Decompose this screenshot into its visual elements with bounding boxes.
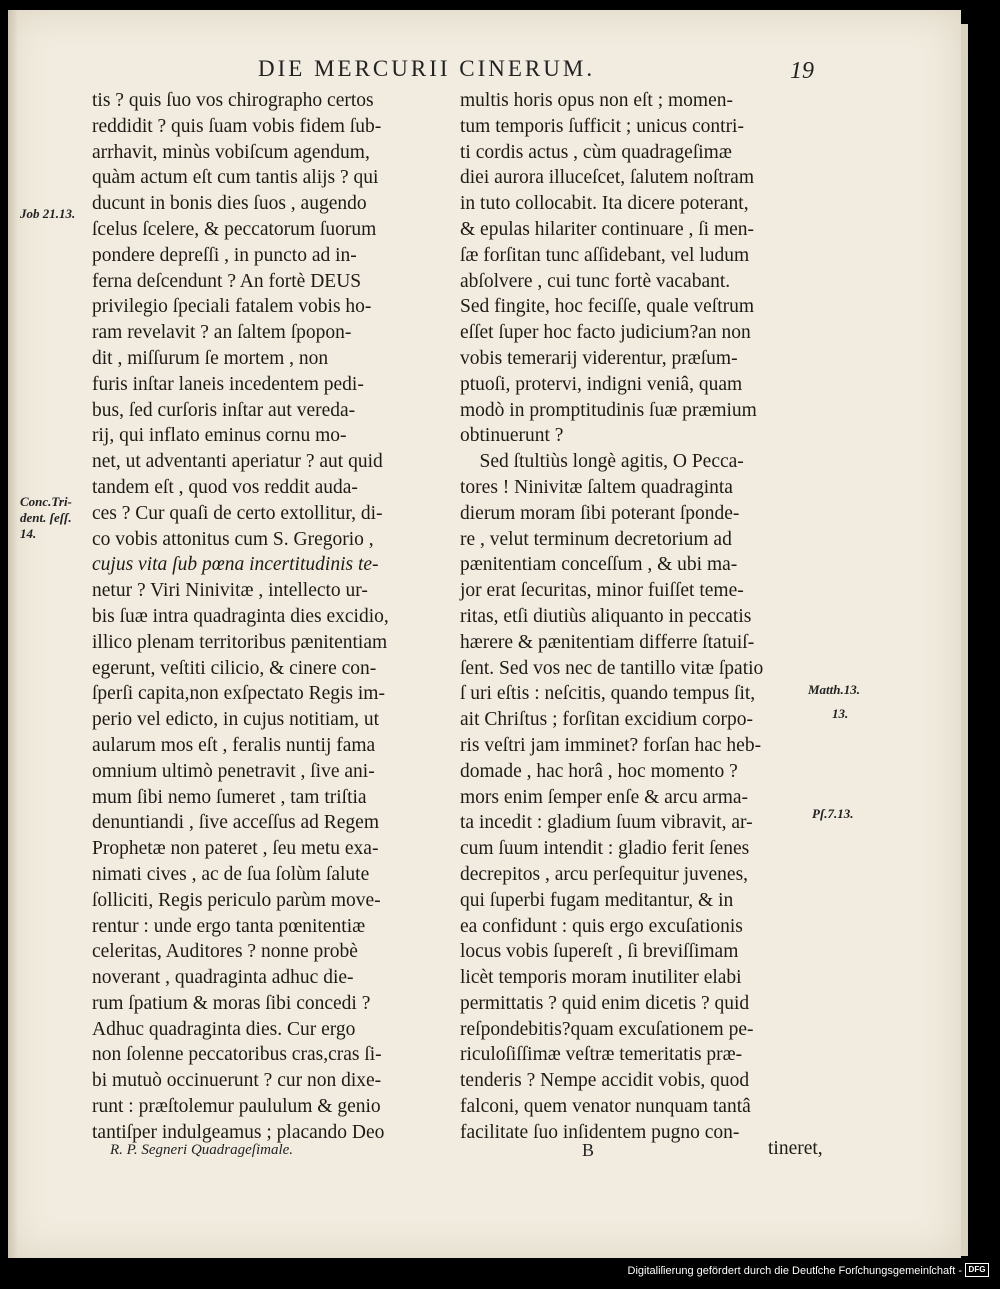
text-line: licèt temporis moram inutiliter elabi <box>460 967 742 989</box>
text-line: illico plenam territoribus pænitentiam <box>92 631 388 653</box>
text-line: ea confidunt : quis ergo excuſationis <box>460 915 743 937</box>
text-line: ram revelavit ? an ſaltem ſpopon- <box>92 322 352 344</box>
text-line: in tuto collocabit. Ita dicere poterant, <box>460 193 749 215</box>
catchword: tineret, <box>768 1138 823 1159</box>
text-line: tores ! Ninivitæ ſaltem quadraginta <box>460 476 733 498</box>
text-line: hærere & pænitentiam differre ſtatuiſ- <box>460 631 755 653</box>
text-line: ta incedit : gladium ſuum vibravit, ar- <box>460 812 753 834</box>
text-line: modò in promptitudinis ſuæ præmium <box>460 399 757 421</box>
text-line: bis ſuæ intra quadraginta dies excidio, <box>92 605 389 627</box>
text-line: privilegio ſpeciali fatalem vobis ho- <box>92 296 372 318</box>
text-line: tenderis ? Nempe accidit vobis, quod <box>460 1070 750 1092</box>
text-line: co vobis attonitus cum S. Gregorio , <box>92 528 374 550</box>
text-line: net, ut adventanti aperiatur ? aut quid <box>92 451 383 473</box>
text-line: ferna deſcendunt ? An fortè DEUS <box>92 270 362 292</box>
text-line: diei aurora illuceſcet, ſalutem noſtram <box>460 167 755 189</box>
text-line: ſ uri eſtis : neſcitis, quando tempus ſit, <box>460 683 756 705</box>
margin-note-psalm: Pſ.7.13. <box>812 806 854 821</box>
text-line: tis ? quis ſuo vos chirographo certos <box>92 90 374 111</box>
text-line: jor erat ſecuritas, minor fuiſſet teme- <box>460 580 744 602</box>
text-line: rentur : unde ergo tanta pœnitentiæ <box>92 915 366 937</box>
text-line: re , velut terminum decretorium ad <box>460 528 732 550</box>
text-line: egerunt, veſtiti cilicio, & cinere con- <box>92 657 377 679</box>
text-line: pænitentiam conceſſum , & ubi ma- <box>460 554 738 576</box>
right-text-column <box>460 88 812 1146</box>
text-line: ſcelus ſcelere, & peccatorum ſuorum <box>92 218 377 240</box>
margin-note-council-line3: 14. <box>20 526 37 541</box>
page-number: 19 <box>790 58 814 84</box>
text-line: tum temporis ſufficit ; unicus contri- <box>460 115 744 137</box>
text-line: facilitate ſuo inſidentem pugno con- <box>460 1121 740 1143</box>
text-line: tantiſper indulgeamus ; placando Deo <box>92 1121 385 1143</box>
text-line: multis horis opus non eſt ; momen- <box>460 90 733 111</box>
text-line: Prophetæ non pateret , ſeu metu exa- <box>92 838 379 860</box>
footnote-source: R. P. Segneri Quadrageſimale. <box>110 1142 294 1158</box>
text-line: omnium ultimò penetravit , ſive ani- <box>92 760 375 782</box>
text-line: runt : præſtolemur paululum & genio <box>92 1096 381 1118</box>
text-line: bi mutuò occinuerunt ? cur non dixe- <box>92 1070 382 1092</box>
text-line: furis inſtar laneis incedentem pedi- <box>92 373 364 395</box>
text-line: ris veſtri jam imminet? forſan hac heb- <box>460 734 762 756</box>
text-line: denuntiandi , ſive acceſſus ad Regem <box>92 812 379 834</box>
text-line: ritas, etſi diutiùs aliquanto in peccatis <box>460 605 752 627</box>
text-line: ſæ forſitan tunc aſſidebant, vel ludum <box>460 244 750 266</box>
text-line: falconi, quem venator nunquam tantâ <box>460 1096 751 1118</box>
left-text-column <box>92 88 444 1146</box>
text-line: domade , hac horâ , hoc momento ? <box>460 760 738 782</box>
text-line: riculoſiſſimæ veſtræ temeritatis præ- <box>460 1044 743 1066</box>
text-line: arrhavit, minùs vobiſcum agendum, <box>92 141 370 163</box>
text-line: reddidit ? quis ſuam vobis fidem ſub- <box>92 115 382 137</box>
scan-credit-text: Digitaliſierung gefördert durch die Deutſche Forſchungsgemeinſchaft - <box>627 1265 962 1277</box>
margin-note-matthew-line2: 13. <box>832 706 849 721</box>
text-line: & epulas hilariter continuare , ſi men- <box>460 218 755 240</box>
text-line: rum ſpatium & moras ſibi concedi ? <box>92 992 371 1014</box>
page-edge <box>961 24 968 1256</box>
dfg-logo: DFG <box>965 1263 989 1277</box>
margin-note-job: Job 21.13. <box>20 206 76 221</box>
text-line: cum ſuum intendit : gladio ferit ſenes <box>460 838 750 860</box>
text-line: qui ſuperbi fugam meditantur, & in <box>460 889 734 911</box>
text-line: mum ſibi nemo ſumeret , tam triſtia <box>92 786 367 808</box>
page-gutter-shadow <box>8 10 18 1258</box>
text-line: Sed fingite, hoc feciſſe, quale veſtrum <box>460 296 755 318</box>
margin-note-matthew-line1: Matth.13. <box>808 682 861 697</box>
text-line: pondere depreſſi , in puncto ad in- <box>92 244 357 266</box>
text-line: nimati cives , ac de ſua ſolùm ſalute <box>92 863 370 885</box>
text-line: ait Chriſtus ; forſitan excidium corpo- <box>460 709 753 731</box>
text-line: Sed ſtultiùs longè agitis, O Pecca- <box>460 451 744 473</box>
text-line: ti cordis actus , cùm quadrageſimæ <box>460 141 732 163</box>
text-line: quàm actum eſt cum tantis alijs ? qui <box>92 167 379 189</box>
text-line: rij, qui inflato eminus cornu mo- <box>92 425 347 447</box>
text-line: bus, ſed curſoris inſtar aut vereda- <box>92 399 356 421</box>
text-line: permittatis ? quid enim dicetis ? quid <box>460 992 750 1014</box>
text-line: dierum moram ſibi poterant ſponde- <box>460 502 740 524</box>
text-line: ces ? Cur quaſi de certo extollitur, di- <box>92 502 383 524</box>
text-line: reſpondebitis?quam excuſationem pe- <box>460 1018 754 1040</box>
text-line: aularum mos eſt , feralis nuntij fama <box>92 734 376 756</box>
margin-note-council-line1: Conc.Tri- <box>20 494 72 509</box>
text-line: netur ? Viri Ninivitæ , intellecto ur- <box>92 580 368 602</box>
text-line: eſſet ſuper hoc facto judicium?an non <box>460 322 751 344</box>
signature-mark: B <box>582 1140 595 1160</box>
text-line: noverant , quadraginta adhuc die- <box>92 967 354 989</box>
text-line: ſent. Sed vos nec de tantillo vitæ ſpatio <box>460 657 764 679</box>
text-line: perio vel edicto, in cujus notitiam, ut <box>92 709 380 731</box>
text-line: cujus vita ſub pœna incertitudinis te- <box>92 554 379 576</box>
text-line: ducunt in bonis dies ſuos , augendo <box>92 193 367 215</box>
text-line: ſolliciti, Regis periculo parùm move- <box>92 889 381 911</box>
text-line: ſperſi capita,non exſpectato Regis im- <box>92 683 385 705</box>
text-line: ptuoſi, protervi, indigni veniâ, quam <box>460 373 743 395</box>
text-line: decrepitos , arcu perſequitur juvenes, <box>460 863 749 885</box>
text-line: obtinuerunt ? <box>460 425 564 447</box>
margin-note-council-line2: dent. ſeſſ. <box>20 510 72 525</box>
text-line: dit , miſſurum ſe mortem , non <box>92 347 329 369</box>
text-line: vobis temerarij viderentur, præſum- <box>460 347 738 369</box>
text-line: non ſolenne peccatoribus cras,cras ſi- <box>92 1044 382 1066</box>
text-line: celeritas, Auditores ? nonne probè <box>92 941 358 963</box>
running-head: DIE MERCURII CINERUM. <box>258 56 596 81</box>
text-line: locus vobis ſupereſt , ſi breviſſimam <box>460 941 739 963</box>
text-line: tandem eſt , quod vos reddit auda- <box>92 476 358 498</box>
text-line: Adhuc quadraginta dies. Cur ergo <box>92 1018 356 1040</box>
text-line: mors enim ſemper enſe & arcu arma- <box>460 786 749 808</box>
text-line: abſolvere , cui tunc fortè vacabant. <box>460 270 731 292</box>
